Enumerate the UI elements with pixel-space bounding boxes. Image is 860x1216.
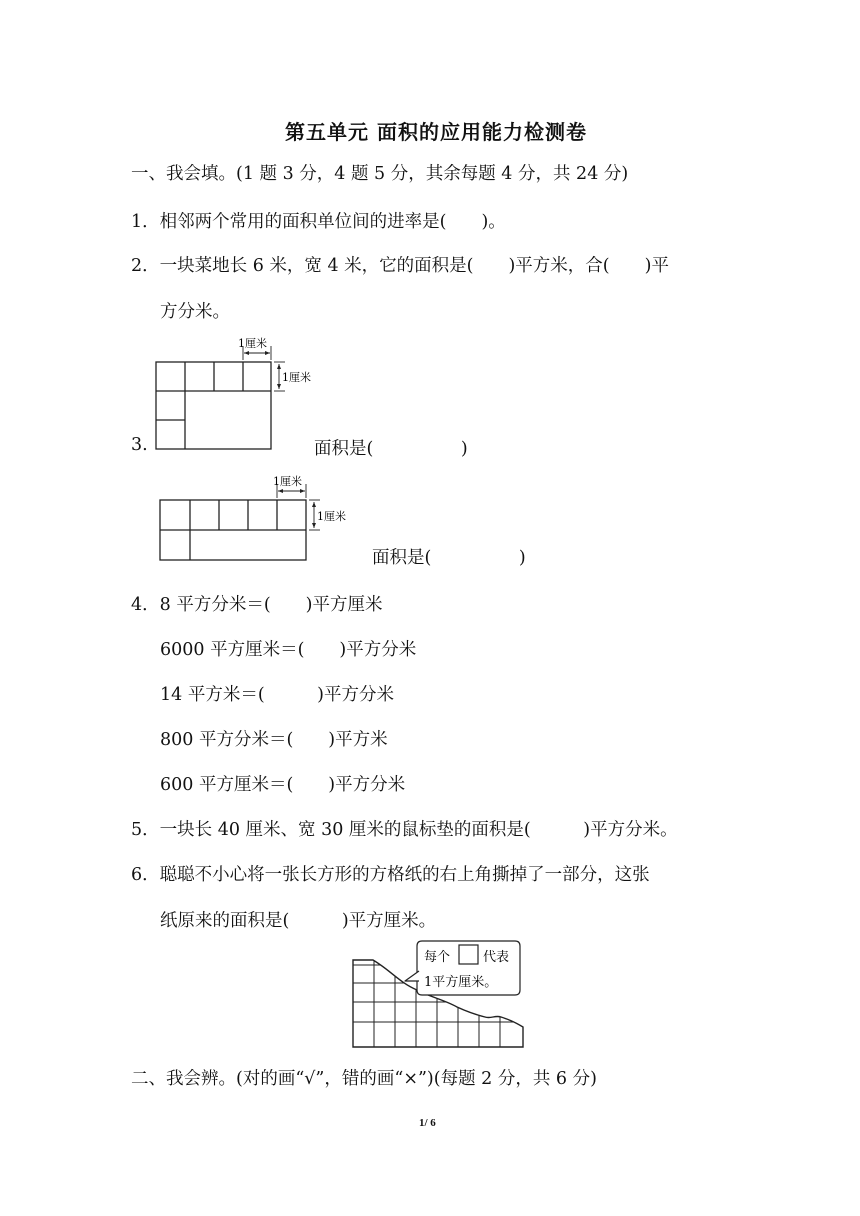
torn-grid-figure <box>345 935 535 1053</box>
question-4-line4: 800 平方分米＝( )平方米 <box>160 730 388 750</box>
section2-heading: 二、我会辨。(对的画“√”，错的画“×”)(每题 2 分，共 6 分) <box>131 1069 597 1089</box>
question-3-answer-b: 面积是( ) <box>372 548 526 568</box>
grid-figure-b <box>155 472 360 567</box>
question-4-line5: 600 平方厘米＝( )平方分米 <box>160 775 406 795</box>
bubble-text-unit: 1平方厘米。 <box>424 975 498 990</box>
page-title: 第五单元 面积的应用能力检测卷 <box>285 120 587 144</box>
label-1cm-horizontal: 1厘米 <box>238 337 267 350</box>
question-6-line2: 纸原来的面积是( )平方厘米。 <box>160 911 437 931</box>
section1-heading: 一、我会填。(1 题 3 分，4 题 5 分，其余每题 4 分，共 24 分) <box>131 164 629 184</box>
question-4-line3: 14 平方米＝( )平方分米 <box>160 685 394 705</box>
label-1cm-vertical: 1厘米 <box>317 510 346 523</box>
label-1cm-horizontal: 1厘米 <box>273 475 302 488</box>
question-2-line1: 2．一块菜地长 6 米，宽 4 米，它的面积是( )平方米，合( )平 <box>131 256 669 276</box>
page-number: 1/ 6 <box>419 1117 436 1129</box>
label-1cm-vertical: 1厘米 <box>282 371 311 384</box>
question-2-line2: 方分米。 <box>160 302 230 322</box>
question-5: 5．一块长 40 厘米、宽 30 厘米的鼠标垫的面积是( )平方分米。 <box>131 820 678 840</box>
bubble-text-each: 每个 <box>424 950 451 965</box>
grid-figure-a <box>150 334 320 454</box>
bubble-text-represents: 代表 <box>483 950 510 965</box>
question-1: 1．相邻两个常用的面积单位间的进率是( )。 <box>131 212 506 232</box>
question-3-answer-a: 面积是( ) <box>314 439 468 459</box>
question-4-line2: 6000 平方厘米＝( )平方分米 <box>160 640 417 660</box>
question-4-line1: 4．8 平方分米＝( )平方厘米 <box>131 595 383 615</box>
question-6-line1: 6．聪聪不小心将一张长方形的方格纸的右上角撕掉了一部分，这张 <box>131 865 650 885</box>
question-3-number: 3. <box>131 435 148 455</box>
